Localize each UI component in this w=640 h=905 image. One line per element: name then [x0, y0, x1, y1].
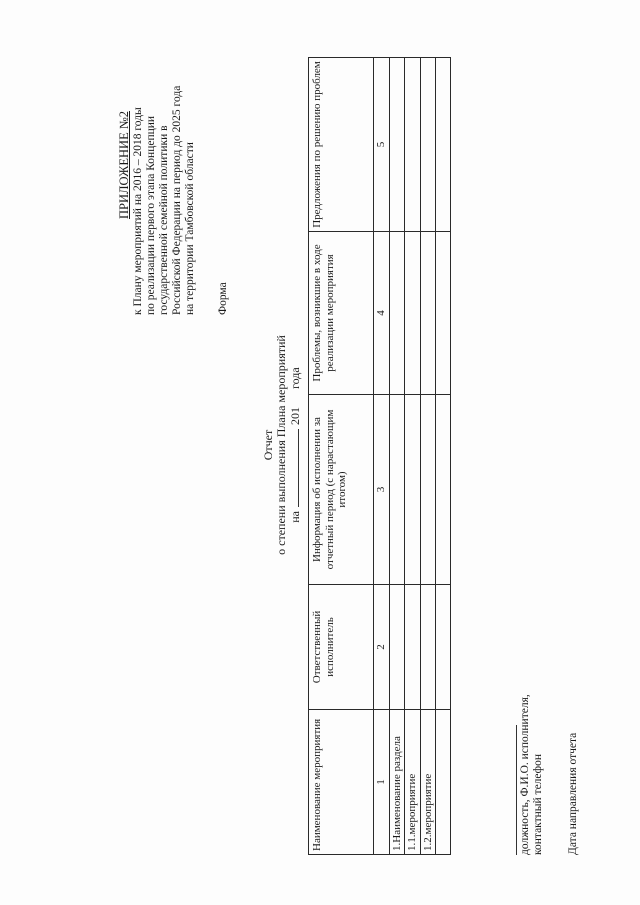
table-cell: [405, 58, 421, 232]
report-heading: [262, 285, 302, 605]
table-cell: [420, 58, 436, 232]
column-header: Предложения по решению проблем: [309, 58, 374, 232]
table-cell: [436, 710, 451, 855]
appendix-line: к Плану мероприятий на 2016 – 2018 годы: [132, 107, 144, 315]
row-label: 1.1.мероприятие: [405, 710, 421, 855]
table-row: [405, 58, 421, 855]
date-label: Дата направления отчета: [567, 732, 579, 855]
report-table: [308, 57, 451, 855]
column-number: 4: [374, 232, 390, 395]
signature-line: [516, 725, 517, 855]
table-cell: [436, 232, 451, 395]
appendix-line: [158, 15, 171, 315]
table-row: [389, 58, 405, 855]
table-cell: [405, 232, 421, 395]
report-period: [288, 285, 302, 605]
report-subtitle: о степени выполнения Плана мероприятий: [274, 335, 288, 555]
column-header: Информация об исполнении за отчетный период (с нарастающим итогом): [309, 395, 374, 585]
table-cell: [420, 585, 436, 710]
column-number: 2: [374, 585, 390, 710]
column-number: 1: [374, 710, 390, 855]
report-period-year: 201: [288, 406, 302, 425]
table-row: [420, 58, 436, 855]
table-cell: [389, 58, 405, 232]
table-cell: [420, 395, 436, 585]
row-label: 1.2.мероприятие: [420, 710, 436, 855]
report-period-suffix: года: [288, 367, 302, 389]
table-cell: [436, 585, 451, 710]
table-cell: [405, 585, 421, 710]
column-header: Наименование мероприятия: [309, 710, 374, 855]
table-cell: [405, 395, 421, 585]
report-title: Отчет: [261, 429, 275, 461]
appendix-line-text: государственной семейной политики в: [158, 125, 170, 315]
column-number: 3: [374, 395, 390, 585]
table-cell: [389, 232, 405, 395]
table-cell: [420, 232, 436, 395]
signature-label: должность, Ф.И.О. исполнителя,: [519, 694, 531, 855]
phone-label: контактный телефон: [532, 753, 544, 855]
table-number-row: [374, 58, 390, 855]
table-cell: [389, 585, 405, 710]
column-header: Проблемы, возникшие в ходе реализации мероприятия: [309, 232, 374, 395]
table-row: [436, 58, 451, 855]
table-header-row: [309, 58, 374, 855]
appendix-line: [145, 15, 158, 315]
period-blank-line: [288, 429, 299, 507]
form-label: Форма: [217, 282, 229, 315]
column-header: Ответственный исполнитель: [309, 585, 374, 710]
appendix-block: [118, 15, 230, 315]
column-number: 5: [374, 58, 390, 232]
appendix-line-text: по реализации первого этапа Концепции: [145, 115, 157, 315]
row-label: 1.Наименование раздела: [389, 710, 405, 855]
footer-block: [516, 694, 580, 855]
table-cell: [436, 395, 451, 585]
report-period-prefix: на: [288, 510, 302, 523]
table-cell: [436, 58, 451, 232]
appendix-title: ПРИЛОЖЕНИЕ №2: [117, 110, 131, 220]
table-cell: [389, 395, 405, 585]
appendix-line: Российской Федерации на период до 2025 года: [171, 85, 183, 315]
appendix-line: на территории Тамбовской области: [184, 142, 196, 315]
